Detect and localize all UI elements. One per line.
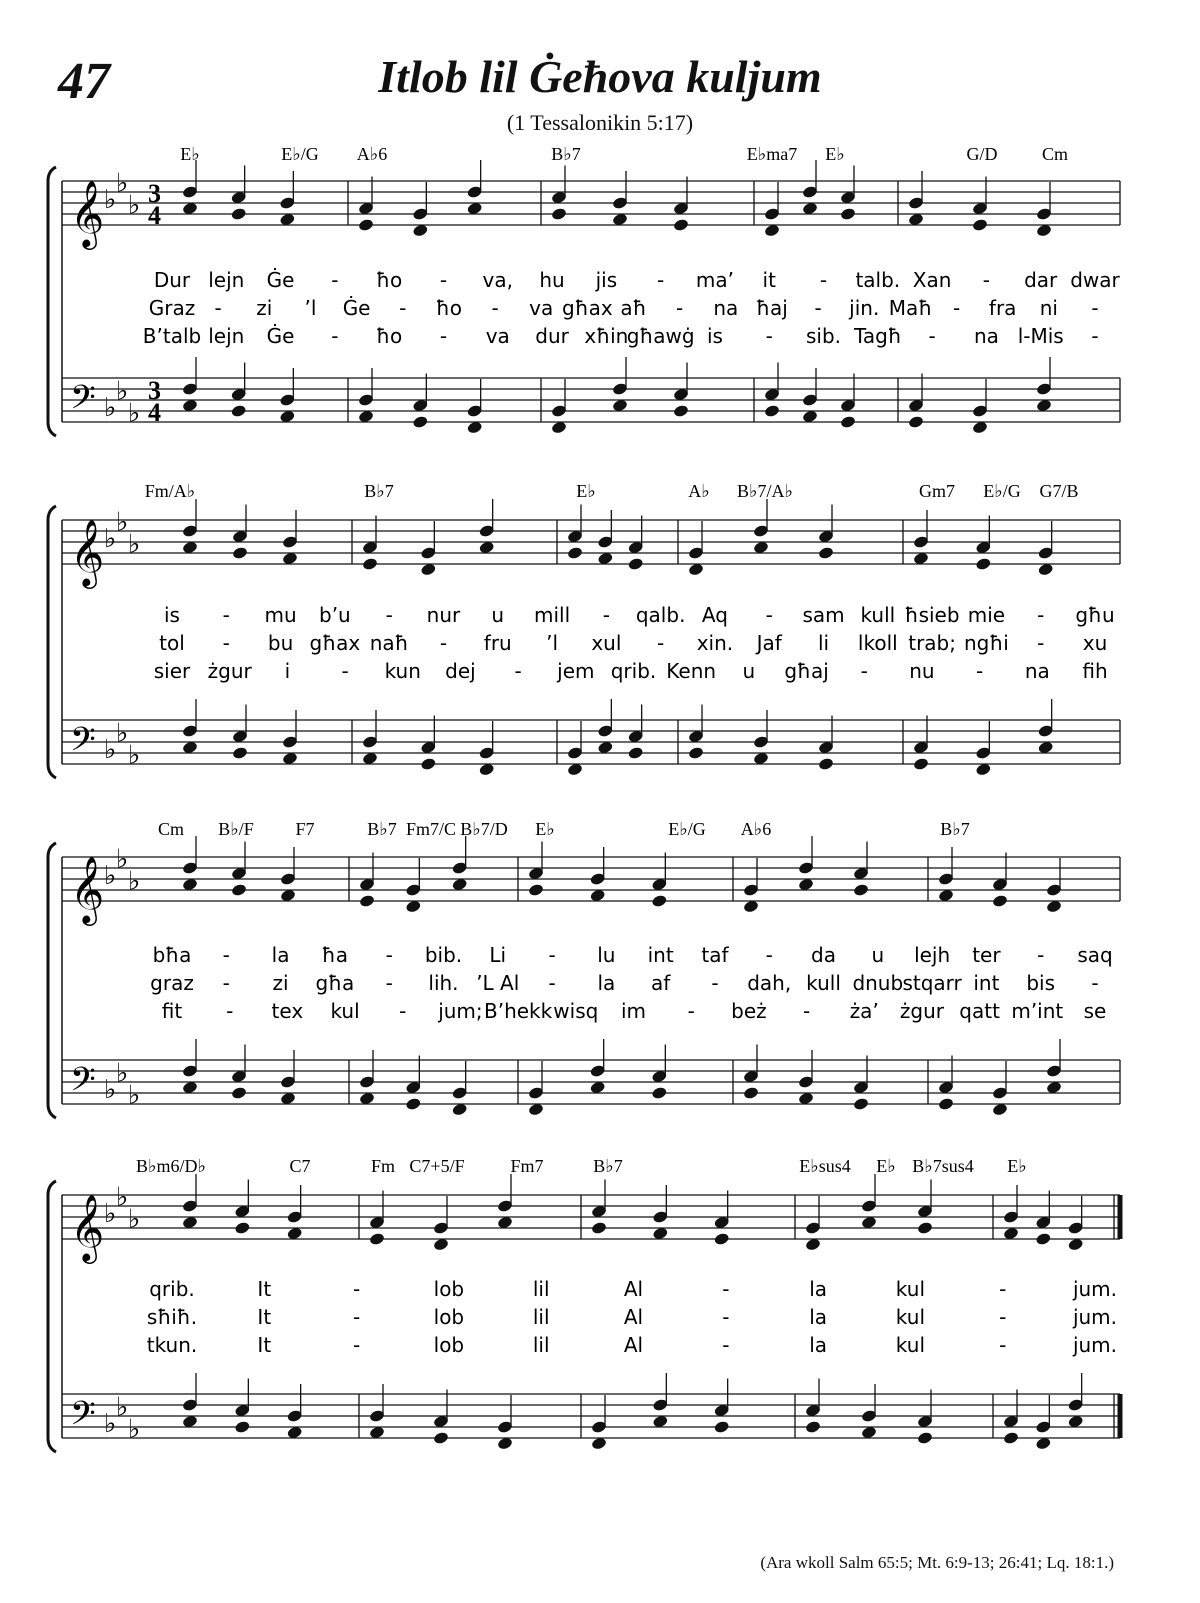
- chord-symbol: B♭7sus4: [912, 1156, 974, 1176]
- time-signature: 4: [148, 201, 161, 230]
- lyric-syllable: dnub: [852, 971, 904, 995]
- lyric-syllable: zi: [272, 971, 289, 995]
- chord-symbol: B♭7/A♭: [737, 481, 793, 501]
- lyric-syllable: għaj: [784, 659, 829, 683]
- lyric-syllable: mie: [967, 603, 1006, 627]
- lyric-syllable: ħaj: [756, 296, 788, 320]
- lyric-syllable: -: [765, 943, 773, 967]
- lyric-syllable: -: [352, 1333, 361, 1357]
- lyric-syllable: la: [809, 1305, 828, 1329]
- lyric-syllable: Ġe: [266, 324, 295, 348]
- lyric-syllable: lu: [597, 943, 616, 967]
- chord-symbol: Cm: [157, 819, 185, 839]
- system-bracket: [48, 1181, 56, 1452]
- lyric-syllable: -: [676, 296, 684, 320]
- system-2: [48, 481, 1120, 778]
- lyric-syllable: -: [657, 631, 665, 655]
- lyric-syllable: Al: [623, 1277, 644, 1301]
- treble-staff: [62, 857, 1120, 901]
- lyric-syllable: -: [722, 1277, 730, 1301]
- lyric-syllable: għa: [315, 971, 355, 995]
- flat-sign: ♭: [116, 844, 129, 875]
- chord-symbol: E♭/G: [983, 481, 1021, 501]
- lyric-syllable: -: [385, 943, 393, 967]
- lyric-syllable: fit: [161, 999, 183, 1023]
- lyric-syllable: għax: [562, 296, 613, 320]
- chord-symbol: A♭6: [356, 144, 388, 164]
- bass-staff: [62, 1060, 1120, 1104]
- lyric-syllable: -: [765, 324, 773, 348]
- chord-symbol: E♭: [825, 144, 845, 164]
- lyric-syllable: fih: [1082, 659, 1108, 683]
- lyric-syllable: talb.: [855, 268, 901, 292]
- lyric-syllable: It: [257, 1277, 272, 1301]
- lyric-syllable: ’L Al: [476, 971, 520, 995]
- treble-clef-icon: 𝄞: [70, 179, 105, 247]
- lyric-syllable: na: [1024, 659, 1050, 683]
- lyric-syllable: dej: [445, 659, 476, 683]
- chord-symbol: E♭/G: [668, 819, 706, 839]
- lyric-syllable: nur: [426, 603, 461, 627]
- lyric-syllable: Ġe: [342, 296, 371, 320]
- lyric-syllable: Ġe: [266, 268, 295, 292]
- lyric-syllable: -: [385, 971, 393, 995]
- lyric-syllable: -: [819, 268, 828, 292]
- lyric-syllable: -: [722, 1305, 730, 1329]
- lyric-syllable: lkoll: [857, 631, 898, 655]
- chord-symbol: B♭7: [940, 819, 970, 839]
- lyric-syllable: mu: [264, 603, 297, 627]
- chord-symbol: Gm7: [919, 481, 955, 501]
- treble-staff: [62, 181, 1120, 225]
- flat-sign: ♭: [104, 393, 117, 423]
- lyric-syllable: zi: [256, 296, 273, 320]
- lyric-syllable: lob: [433, 1305, 465, 1329]
- flat-sign: ♭: [128, 1080, 141, 1111]
- lyric-syllable: -: [711, 971, 719, 995]
- lyric-syllable: -: [331, 324, 339, 348]
- lyric-syllable: dwar: [1070, 268, 1120, 292]
- chord-symbol: B♭7: [593, 1156, 623, 1176]
- lyric-syllable: -: [439, 268, 448, 292]
- lyric-syllable: m’int: [1011, 999, 1064, 1023]
- chord-symbol: Cm: [1041, 144, 1069, 164]
- lyric-syllable: xħin: [584, 324, 629, 348]
- flat-sign: ♭: [128, 866, 141, 897]
- lyric-syllable: ħsieb: [904, 603, 960, 627]
- lyric-syllable: i: [284, 659, 291, 683]
- bass-clef-icon: 𝄢: [70, 1061, 96, 1107]
- lyric-syllable: Jaf: [756, 631, 782, 655]
- lyric-syllable: -: [1091, 324, 1099, 348]
- lyric-syllable: ħo: [376, 268, 403, 292]
- lyric-syllable: -: [999, 1333, 1007, 1357]
- lyric-syllable: tkun.: [146, 1333, 198, 1357]
- lyric-syllable: na: [973, 324, 999, 348]
- chord-symbol: B♭7: [367, 819, 397, 839]
- lyric-syllable: sam: [802, 603, 845, 627]
- lyric-syllable: xu: [1082, 631, 1108, 655]
- chord-symbol: E♭: [180, 144, 200, 164]
- lyric-syllable: lejn: [208, 268, 245, 292]
- lyric-syllable: int: [973, 971, 1000, 995]
- system-1: [48, 144, 1121, 436]
- flat-sign: ♭: [128, 190, 141, 221]
- lyric-syllable: dar: [1024, 268, 1058, 292]
- lyric-syllable: -: [928, 324, 936, 348]
- bass-staff: [62, 720, 1120, 764]
- lyric-syllable: kull: [860, 603, 896, 627]
- lyric-syllable: la: [809, 1333, 828, 1357]
- lyric-syllable: saq: [1077, 943, 1113, 967]
- lyric-syllable: hu: [539, 268, 565, 292]
- bass-staff: [62, 378, 1120, 422]
- chord-symbol: Fm/A♭: [144, 481, 196, 501]
- lyric-syllable: sier: [153, 659, 191, 683]
- lyric-syllable: ’l: [304, 296, 317, 320]
- lyric-syllable: xul: [591, 631, 622, 655]
- lyric-syllable: b’u: [319, 603, 351, 627]
- lyric-syllable: -: [439, 324, 448, 348]
- system-3: [48, 819, 1120, 1118]
- lyric-syllable: -: [999, 1277, 1007, 1301]
- lyric-syllable: -: [1091, 971, 1099, 995]
- lyric-syllable: se: [1083, 999, 1107, 1023]
- lyric-syllable: -: [1091, 296, 1099, 320]
- lyric-syllable: la: [271, 943, 290, 967]
- treble-clef-icon: 𝄞: [70, 855, 105, 923]
- chord-symbol: A♭: [688, 481, 710, 501]
- lyric-syllable: stqarr: [902, 971, 962, 995]
- chord-symbol: E♭: [576, 481, 596, 501]
- chord-symbol: E♭ma7: [746, 144, 798, 164]
- lyric-syllable: u: [742, 659, 756, 683]
- chord-symbol: E♭: [876, 1156, 896, 1176]
- flat-sign: ♭: [128, 740, 141, 771]
- system-bracket: [48, 843, 56, 1118]
- lyric-syllable: jin.: [849, 296, 880, 320]
- lyric-syllable: af: [650, 971, 671, 995]
- flat-sign: ♭: [128, 1204, 141, 1235]
- time-signature: 3: [148, 179, 161, 208]
- lyric-syllable: dah,: [747, 971, 792, 995]
- lyric-syllable: -: [222, 971, 230, 995]
- flat-sign: ♭: [116, 1058, 129, 1089]
- lyric-syllable: tol: [159, 631, 185, 655]
- lyric-syllable: ’l: [546, 631, 559, 655]
- lyric-syllable: Li: [489, 943, 507, 967]
- lyric-syllable: -: [352, 1277, 361, 1301]
- lyric-syllable: kul: [895, 1333, 926, 1357]
- lyric-syllable: B’talb: [142, 324, 202, 348]
- lyric-syllable: aħ: [620, 296, 647, 320]
- lyric-syllable: Xan: [912, 268, 952, 292]
- lyric-syllable: għax: [309, 631, 361, 655]
- chord-symbol: Fm7/C: [405, 819, 457, 839]
- lyric-syllable: -: [222, 631, 230, 655]
- lyric-syllable: -: [222, 943, 230, 967]
- lyric-syllable: va,: [482, 268, 513, 292]
- lyric-syllable: la: [809, 1277, 828, 1301]
- lyric-syllable: jum.: [1072, 1333, 1118, 1357]
- lyric-syllable: va: [529, 296, 554, 320]
- lyric-syllable: -: [722, 1333, 730, 1357]
- footer-references: (Ara wkoll Salm 65:5; Mt. 6:9-13; 26:41; Lq. 18:1.): [760, 1553, 1114, 1572]
- lyric-syllable: It: [257, 1305, 272, 1329]
- lyric-syllable: naħ: [369, 631, 409, 655]
- chord-symbol: B♭/F: [218, 819, 254, 839]
- lyric-syllable: is: [706, 324, 723, 348]
- chord-symbol: E♭sus4: [799, 1156, 851, 1176]
- lyric-syllable: lil: [532, 1305, 550, 1329]
- lyric-syllable: -: [439, 631, 448, 655]
- time-signature: 3: [148, 376, 161, 405]
- lyric-syllable: żgur: [899, 999, 944, 1023]
- lyric-syllable: sib.: [806, 324, 842, 348]
- flat-sign: ♭: [116, 168, 129, 199]
- lyric-syllable: jum.: [1072, 1305, 1118, 1329]
- lyric-syllable: trab;: [908, 631, 957, 655]
- lyric-syllable: żgur: [207, 659, 252, 683]
- lyric-syllable: -: [214, 296, 222, 320]
- lyric-syllable: kul: [895, 1305, 926, 1329]
- lyric-syllable: -: [548, 943, 556, 967]
- lyric-syllable: -: [331, 268, 339, 292]
- lyric-syllable: wisq: [553, 999, 599, 1023]
- lyric-syllable: -: [491, 296, 499, 320]
- lyric-syllable: u: [871, 943, 885, 967]
- lyric-syllable: ter: [972, 943, 1001, 967]
- bass-clef-icon: 𝄢: [70, 721, 96, 767]
- lyric-syllable: jum;: [438, 999, 483, 1023]
- flat-sign: ♭: [104, 524, 117, 554]
- flat-sign: ♭: [128, 1414, 141, 1445]
- chord-symbol: Fm: [370, 1156, 396, 1176]
- treble-staff: [62, 1195, 1120, 1239]
- flat-sign: ♭: [128, 398, 141, 429]
- hymn-title: Itlob lil Ġeħova kuljum: [378, 51, 822, 102]
- lyric-syllable: lob: [433, 1277, 465, 1301]
- lyric-syllable: fra: [988, 296, 1017, 320]
- lyric-syllable: jum.: [1072, 1277, 1118, 1301]
- lyric-syllable: lih.: [428, 971, 459, 995]
- lyric-syllable: -: [399, 296, 407, 320]
- hymn-number: 47: [58, 53, 110, 110]
- lyric-syllable: lil: [532, 1333, 550, 1357]
- lyric-syllable: -: [341, 659, 349, 683]
- lyric-syllable: beż: [731, 999, 767, 1023]
- chord-symbol: G7/B: [1039, 481, 1079, 501]
- lyric-syllable: nu: [909, 659, 935, 683]
- chord-symbol: C7: [289, 1156, 311, 1176]
- lyric-syllable: -: [802, 999, 811, 1023]
- lyric-syllable: bis: [1026, 971, 1056, 995]
- lyric-syllable: ħo: [376, 324, 403, 348]
- lyric-syllable: ni: [1039, 296, 1058, 320]
- lyric-syllable: bu: [267, 631, 294, 655]
- lyric-syllable: Al: [623, 1305, 644, 1329]
- flat-sign: ♭: [116, 1182, 129, 1213]
- lyric-syllable: im: [620, 999, 647, 1023]
- lyric-syllable: -: [399, 999, 407, 1023]
- lyric-syllable: da: [811, 943, 837, 967]
- lyric-syllable: -: [222, 603, 230, 627]
- lyric-syllable: Tagħ: [853, 324, 902, 348]
- scripture-reference: (1 Tessalonikin 5:17): [506, 110, 694, 135]
- lyric-syllable: -: [1037, 943, 1045, 967]
- chord-symbol: B♭m6/D♭: [136, 1156, 206, 1176]
- lyric-syllable: -: [514, 659, 522, 683]
- chord-symbol: B♭7: [551, 144, 581, 164]
- chord-symbol: A♭6: [740, 819, 772, 839]
- lyric-syllable: -: [602, 603, 610, 627]
- lyric-syllable: it: [762, 268, 776, 292]
- flat-sign: ♭: [104, 1199, 117, 1229]
- lyric-syllable: qrib.: [610, 659, 657, 683]
- lyric-syllable: qatt: [959, 999, 1000, 1023]
- lyric-syllable: dur: [535, 324, 569, 348]
- lyric-syllable: It: [257, 1333, 272, 1357]
- lyric-syllable: ma’: [695, 268, 734, 292]
- lyric-syllable: -: [765, 603, 773, 627]
- chord-symbol: C7+5/F: [409, 1156, 465, 1176]
- lyric-syllable: tex: [271, 999, 304, 1023]
- lyric-syllable: na: [713, 296, 739, 320]
- flat-sign: ♭: [116, 507, 129, 538]
- lyric-syllable: ngħi: [963, 631, 1009, 655]
- lyric-syllable: ża’: [849, 999, 879, 1023]
- lyric-syllable: is: [164, 603, 180, 627]
- lyric-syllable: li: [817, 631, 830, 655]
- lyric-syllable: jem: [557, 659, 595, 683]
- lyric-syllable: Graz: [148, 296, 196, 320]
- lyric-syllable: -: [976, 659, 984, 683]
- lyric-syllable: Maħ: [888, 296, 933, 320]
- chord-symbol: B♭7/D: [460, 819, 508, 839]
- lyric-syllable: B’hekk: [484, 999, 553, 1023]
- chord-symbol: E♭: [1007, 1156, 1027, 1176]
- system-bracket: [48, 506, 56, 778]
- lyric-syllable: sħiħ.: [146, 1305, 198, 1329]
- lyric-syllable: -: [860, 659, 868, 683]
- flat-sign: ♭: [128, 529, 141, 560]
- lyric-syllable: kun: [384, 659, 421, 683]
- lyric-syllable: -: [687, 999, 695, 1023]
- chord-symbol: F7: [295, 819, 315, 839]
- lyric-syllable: lob: [433, 1333, 465, 1357]
- chord-symbol: G/D: [966, 144, 998, 164]
- flat-sign: ♭: [104, 185, 117, 215]
- chord-symbol: B♭7: [364, 481, 394, 501]
- lyric-syllable: bib.: [424, 943, 463, 967]
- lyric-syllable: -: [352, 1305, 361, 1329]
- lyric-syllable: la: [597, 971, 616, 995]
- lyric-syllable: -: [814, 296, 822, 320]
- system-bracket: [48, 167, 56, 436]
- lyric-syllable: lil: [532, 1277, 550, 1301]
- flat-sign: ♭: [104, 1409, 117, 1439]
- treble-clef-icon: 𝄞: [70, 1193, 105, 1261]
- lyric-syllable: Kenn: [666, 659, 717, 683]
- lyric-syllable: -: [1037, 631, 1045, 655]
- lyric-syllable: xin.: [696, 631, 734, 655]
- lyric-syllable: ħo: [435, 296, 462, 320]
- chord-symbol: E♭/G: [281, 144, 319, 164]
- chord-symbol: Fm7: [510, 1156, 544, 1176]
- lyric-syllable: -: [657, 268, 665, 292]
- lyric-syllable: -: [548, 971, 556, 995]
- lyric-syllable: -: [952, 296, 961, 320]
- lyric-syllable: bħa: [152, 943, 192, 967]
- lyric-syllable: -: [999, 1305, 1007, 1329]
- lyric-syllable: jis: [595, 268, 618, 292]
- lyric-syllable: l-Mis: [1017, 324, 1064, 348]
- lyric-syllable: -: [226, 999, 234, 1023]
- lyric-syllable: graz: [150, 971, 194, 995]
- lyric-syllable: Aq: [701, 603, 728, 627]
- lyric-syllable: qrib.: [149, 1277, 195, 1301]
- chord-symbol: E♭: [535, 819, 555, 839]
- bass-staff: [62, 1394, 1120, 1438]
- lyric-syllable: fru: [483, 631, 512, 655]
- lyric-syllable: -: [982, 268, 991, 292]
- treble-staff: [62, 520, 1120, 564]
- lyric-syllable: qalb.: [635, 603, 686, 627]
- lyric-syllable: kul: [895, 1277, 926, 1301]
- flat-sign: ♭: [104, 735, 117, 765]
- flat-sign: ♭: [104, 1075, 117, 1105]
- flat-sign: ♭: [116, 718, 129, 749]
- flat-sign: ♭: [116, 1392, 129, 1423]
- lyric-syllable: għu: [1075, 603, 1115, 627]
- lyric-syllable: Al: [623, 1333, 644, 1357]
- lyric-syllable: -: [385, 603, 393, 627]
- lyric-syllable: int: [647, 943, 674, 967]
- lyric-syllable: lejh: [914, 943, 951, 967]
- bass-clef-icon: 𝄢: [70, 379, 96, 425]
- time-signature: 4: [148, 398, 161, 427]
- lyric-syllable: lejn: [208, 324, 245, 348]
- treble-clef-icon: 𝄞: [70, 518, 105, 586]
- flat-sign: ♭: [104, 861, 117, 891]
- lyric-syllable: Dur: [153, 268, 191, 292]
- lyric-syllable: kull: [806, 971, 841, 995]
- bass-clef-icon: 𝄢: [70, 1395, 96, 1441]
- lyric-syllable: taf: [701, 943, 729, 967]
- flat-sign: ♭: [116, 376, 129, 407]
- lyric-syllable: -: [1037, 603, 1045, 627]
- lyric-syllable: kul: [330, 999, 360, 1023]
- lyric-syllable: u: [491, 603, 505, 627]
- system-4: [48, 1156, 1120, 1452]
- lyric-syllable: mill: [533, 603, 571, 627]
- lyric-syllable: għawġ: [626, 324, 695, 348]
- lyric-syllable: va: [485, 324, 510, 348]
- lyric-syllable: ħa: [321, 943, 348, 967]
